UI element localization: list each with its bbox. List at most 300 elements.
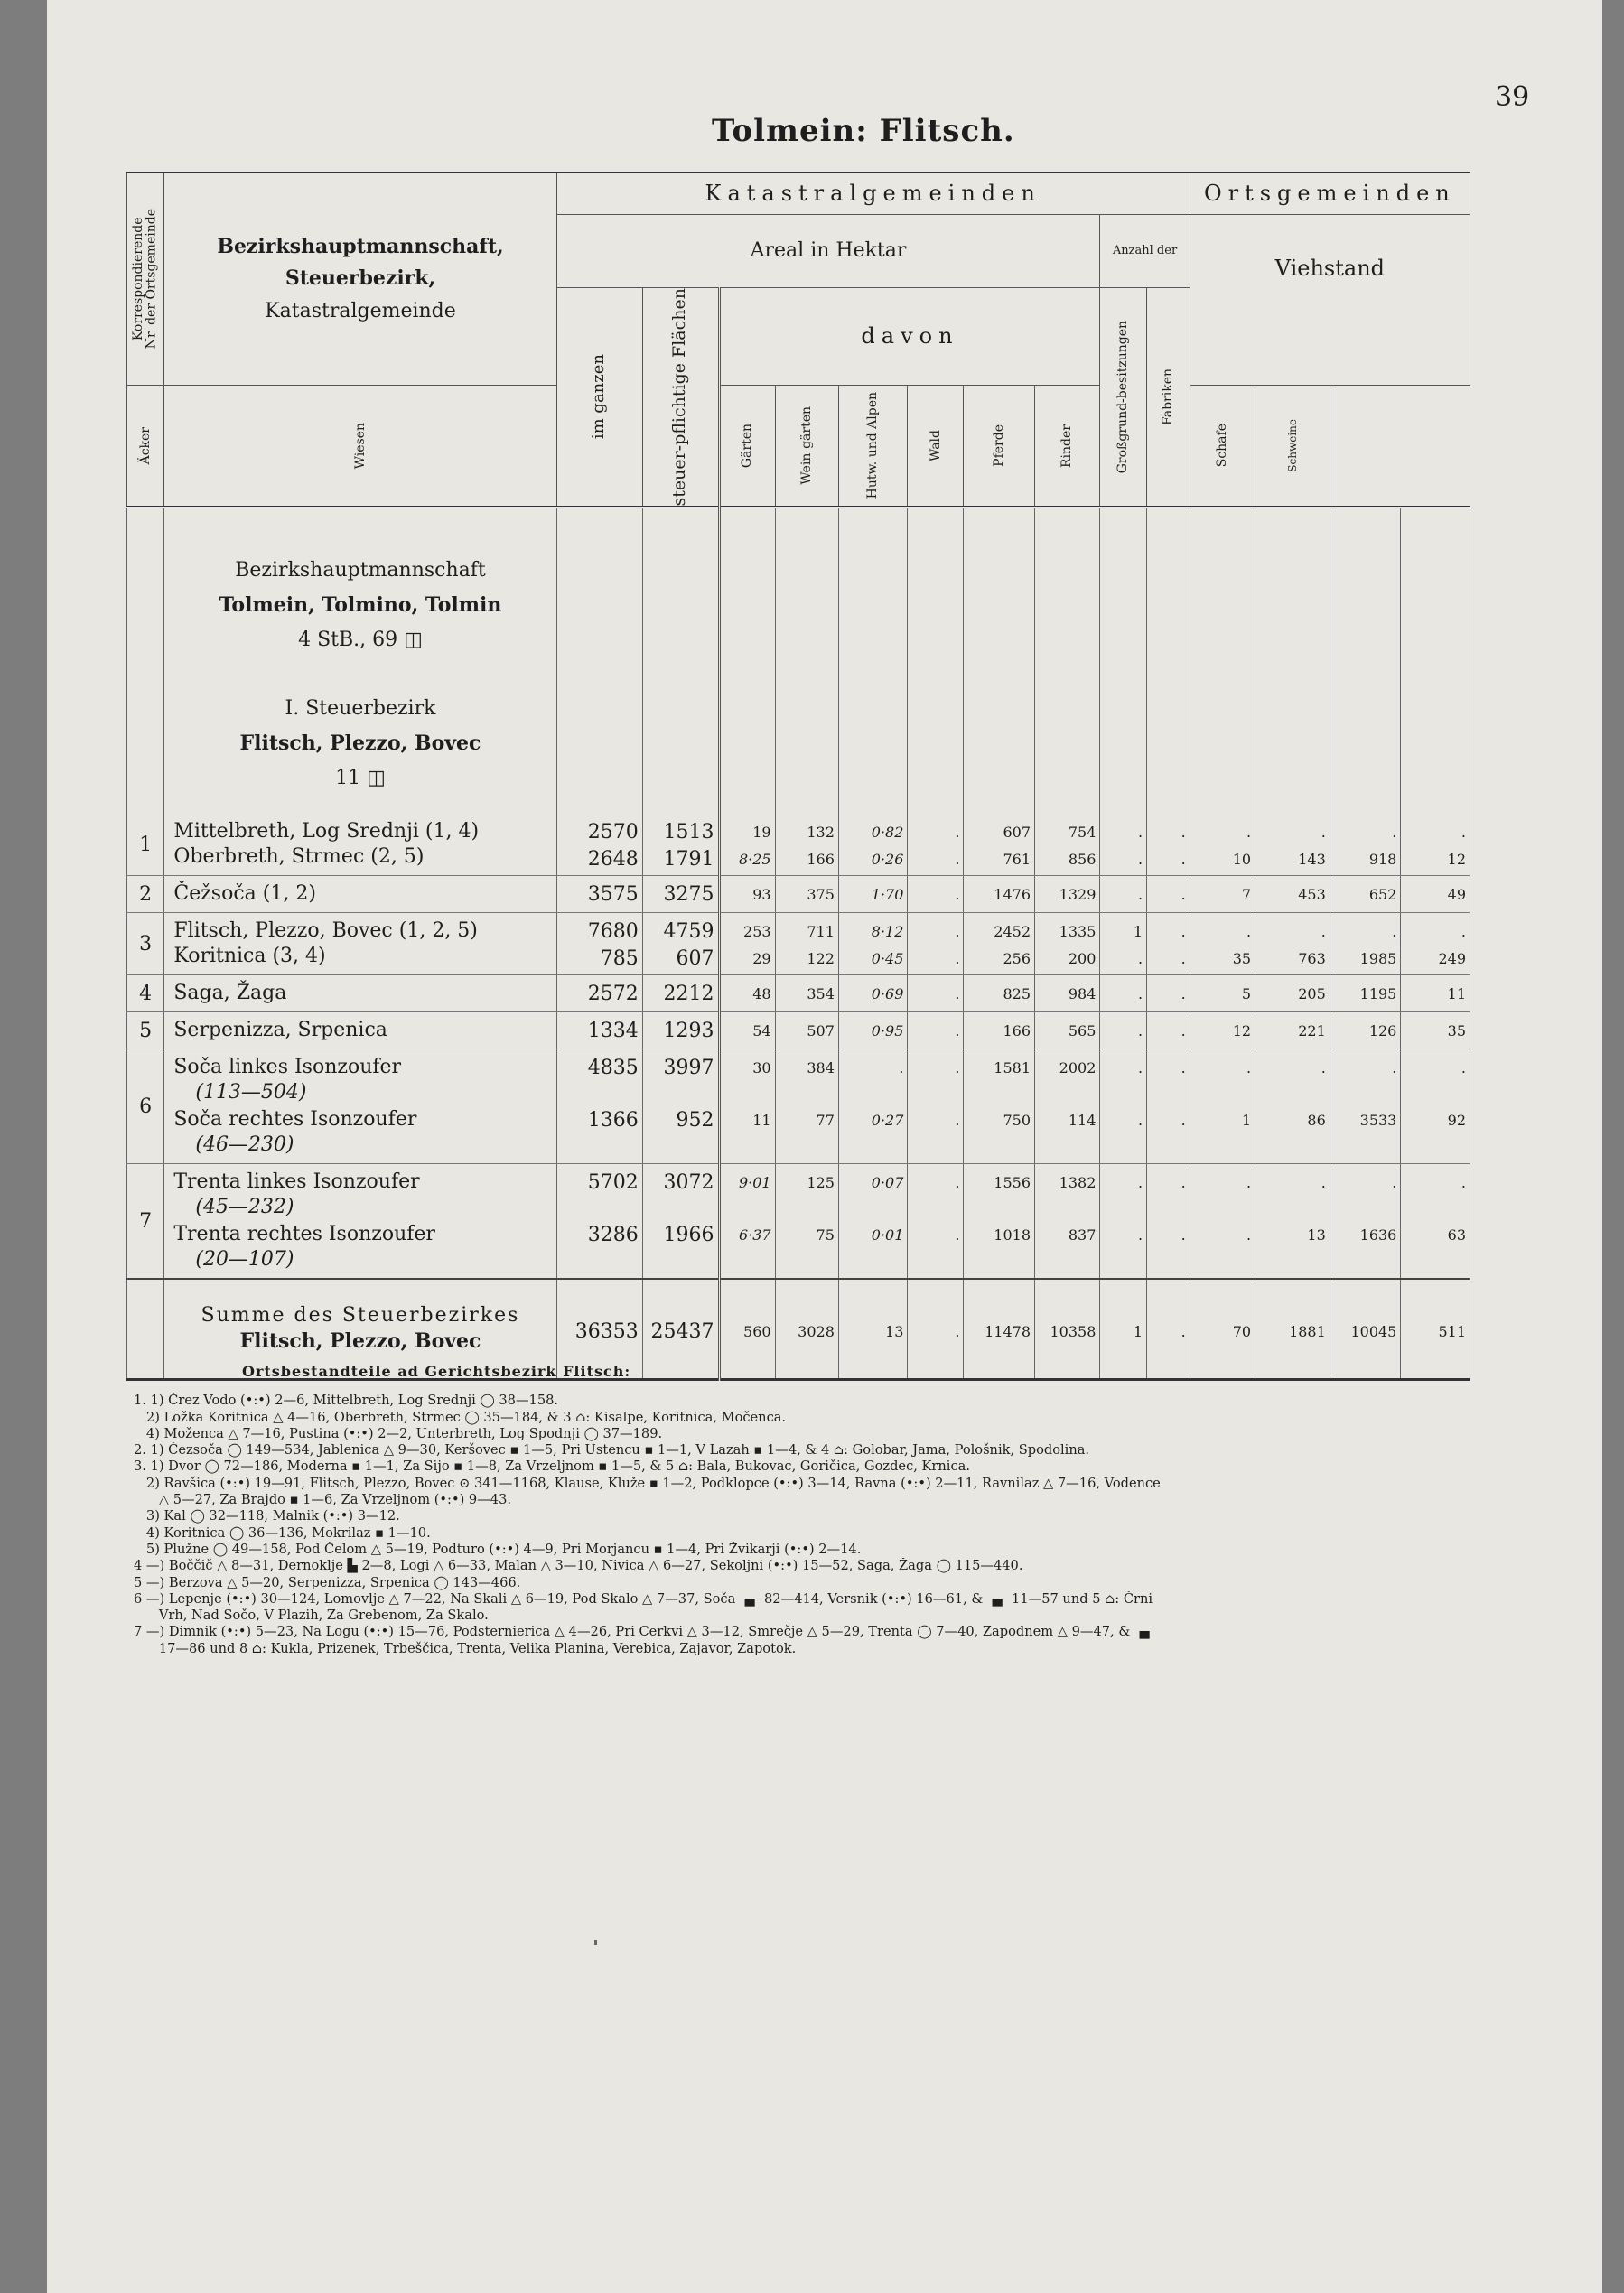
cell-f	[908, 876, 964, 913]
row-name2: Oberbreth, Strmec (2, 5)	[173, 845, 425, 869]
header-anzahl: Anzahl der	[1100, 214, 1190, 287]
cell-c	[719, 975, 775, 1012]
cell-value: 607	[676, 947, 714, 971]
cell-value: 0·01	[871, 1226, 904, 1244]
table-row	[127, 913, 1470, 975]
header-davon: davon	[719, 287, 1100, 385]
table-row	[127, 1049, 1470, 1164]
cell-value: 1018	[994, 1226, 1031, 1244]
footnote-line: 1. 1) Črez Vodo (•:•) 2—6, Mittelbreth, Log Srednji ◯ 38—158.	[134, 1393, 559, 1409]
cell-j	[1147, 814, 1190, 876]
cell-j	[1147, 913, 1190, 975]
cell-value: 200	[1068, 950, 1097, 968]
row-name1: Trenta linkes Isonzoufer	[173, 1170, 420, 1194]
cell-f	[908, 1049, 964, 1164]
row-name	[164, 975, 556, 1012]
cell-value: 1985	[1359, 950, 1397, 968]
cell-value: 11	[1447, 985, 1466, 1003]
row-name2b: (46—230)	[195, 1133, 294, 1157]
cell-value: 166	[1003, 1022, 1031, 1040]
cell-value: 2002	[1059, 1059, 1097, 1077]
cell-value: 249	[1438, 950, 1466, 968]
cell-e	[838, 1049, 908, 1164]
cell-value: .	[955, 1226, 960, 1244]
cell-value: 29	[752, 950, 771, 968]
cell-value: 453	[1298, 886, 1326, 904]
cell-value: 565	[1068, 1022, 1097, 1040]
cell-value: .	[1137, 824, 1143, 842]
row-name1: Serpenizza, Srpenica	[173, 1019, 387, 1042]
cell-value: .	[1137, 1112, 1143, 1130]
cell-g	[964, 1012, 1035, 1049]
cell-e	[838, 876, 908, 913]
row-name1: Saga, Žaga	[173, 982, 287, 1005]
cell-value: 6·37	[738, 1226, 771, 1244]
row-name1: Mittelbreth, Log Srednji (1, 4)	[173, 820, 480, 844]
cell-value: 13	[1307, 1226, 1326, 1244]
row-number: 7	[127, 1164, 164, 1280]
row-name2: Trenta rechtes Isonzoufer	[173, 1223, 435, 1246]
summary-cell-j: .	[1147, 1279, 1190, 1380]
cell-value: 3286	[587, 1224, 639, 1247]
header-col-grossgrund: Großgrund-besitzungen	[1100, 287, 1147, 508]
table-row	[127, 1012, 1470, 1049]
cell-a	[556, 975, 642, 1012]
summary-cell-g: 11478	[964, 1279, 1035, 1380]
cell-value: 711	[807, 923, 835, 941]
cell-l	[1255, 913, 1330, 975]
summary-cell-n: 511	[1401, 1279, 1470, 1380]
cell-value: 3575	[587, 883, 639, 907]
header-index: Korrespondierende Nr. der Ortsgemeinde	[127, 172, 164, 385]
footnote-line: 6 —) Lepenje (•:•) 30—124, Lomovlje △ 7—22, Na Skali △ 6—19, Pod Skalo △ 7—37, Soča ▗▖ 82—414, Versnik (•:•) 16—61, & ▗▖ 11—57 und 5 ⌂: Črni	[134, 1590, 1153, 1607]
cell-value: 54	[752, 1022, 771, 1040]
cell-value: 0·95	[871, 1022, 904, 1040]
cell-value: 1195	[1359, 985, 1397, 1003]
summary-cell-e: 13	[838, 1279, 908, 1380]
cell-value: 825	[1003, 985, 1031, 1003]
cell-f	[908, 814, 964, 876]
summary-cell-f: .	[908, 1279, 964, 1380]
row-name2: Koritnica (3, 4)	[173, 945, 326, 968]
cell-j	[1147, 975, 1190, 1012]
cell-k	[1190, 913, 1255, 975]
cell-f	[908, 913, 964, 975]
cell-value: 1382	[1059, 1174, 1097, 1192]
cell-d	[775, 814, 838, 876]
row-number: 4	[127, 975, 164, 1012]
cell-b	[642, 1012, 719, 1049]
cell-m	[1330, 814, 1401, 876]
cell-value: 253	[743, 923, 771, 941]
cell-k	[1190, 876, 1255, 913]
summary-label-line1: Summe des Steuerbezirkes	[201, 1304, 520, 1328]
footnote-lines	[134, 1393, 1469, 1657]
summary-cell-h: 10358	[1035, 1279, 1100, 1380]
cell-value: 256	[1003, 950, 1031, 968]
summary-cell-b: 25437	[642, 1279, 719, 1380]
footnote-line: 5 —) Berzova △ 5—20, Serpenizza, Srpenica ◯ 143—466.	[134, 1574, 521, 1590]
cell-value: 1966	[663, 1224, 714, 1247]
cell-value: 0·26	[871, 851, 904, 869]
cell-value: .	[1246, 923, 1252, 941]
table-body	[127, 508, 1470, 1380]
cell-value: 1329	[1059, 886, 1097, 904]
cell-value: 12	[1447, 851, 1466, 869]
cell-value: 221	[1298, 1022, 1326, 1040]
cell-f	[908, 975, 964, 1012]
header-col-aecker: Äcker	[127, 385, 164, 507]
cell-value: 166	[807, 851, 835, 869]
cell-a	[556, 1012, 642, 1049]
cell-c	[719, 1049, 775, 1164]
cell-value: 19	[752, 824, 771, 842]
cell-d	[775, 876, 838, 913]
cell-k	[1190, 814, 1255, 876]
cell-d	[775, 913, 838, 975]
table-row	[127, 1164, 1470, 1280]
cell-value: .	[1461, 824, 1466, 842]
cell-h	[1035, 1164, 1100, 1280]
row-number: 1	[127, 814, 164, 876]
cell-value: .	[1137, 950, 1143, 968]
cell-value: .	[1392, 1174, 1397, 1192]
footnote-line: 3) Kal ◯ 32—118, Malnik (•:•) 3—12.	[134, 1508, 400, 1524]
cell-i	[1100, 814, 1147, 876]
cell-value: .	[1246, 824, 1252, 842]
cell-value: 652	[1368, 886, 1397, 904]
cell-value: .	[955, 985, 960, 1003]
summary-cell-l: 1881	[1255, 1279, 1330, 1380]
cell-e	[838, 913, 908, 975]
table-row	[127, 814, 1470, 876]
cell-value: 1·70	[871, 886, 904, 904]
cell-value: .	[955, 851, 960, 869]
cell-value: 1293	[663, 1020, 714, 1043]
row-name	[164, 913, 556, 975]
cell-value: 114	[1068, 1112, 1097, 1130]
cell-value: 4835	[587, 1057, 639, 1080]
cell-value: .	[1137, 985, 1143, 1003]
cell-value: 3997	[663, 1057, 714, 1080]
cell-value: 754	[1068, 824, 1097, 842]
cell-value: 1513	[663, 821, 714, 844]
cell-value: 1	[1241, 1112, 1252, 1130]
cell-value: .	[1137, 1059, 1143, 1077]
cell-value: 3072	[663, 1171, 714, 1195]
footnotes	[134, 1364, 1469, 1657]
cell-b	[642, 1164, 719, 1280]
cell-b	[642, 913, 719, 975]
footnote-line: 2) Ravšica (•:•) 19—91, Flitsch, Plezzo, Bovec ⊙ 341—1168, Klause, Kluže ▪ 1—2, Podklopce (•:•) 3—14, Ravna (•:•) 2—11, Ravnilaz △ 7—16, Vodence	[134, 1475, 1161, 1491]
cell-m	[1330, 975, 1401, 1012]
cell-a	[556, 814, 642, 876]
cell-l	[1255, 814, 1330, 876]
cell-l	[1255, 1012, 1330, 1049]
cell-value: 375	[807, 886, 835, 904]
cell-g	[964, 975, 1035, 1012]
cell-value: 7	[1241, 886, 1252, 904]
cell-value: 2572	[587, 983, 639, 1006]
cell-value: 9·01	[738, 1174, 771, 1192]
header-ortsgemeinden: Ortsgemeinden	[1190, 172, 1470, 214]
row-name	[164, 876, 556, 913]
footnote-line: 4 —) Boččič △ 8—31, Dernoklje ▙ 2—8, Logi △ 6—33, Malan △ 3—10, Nivica △ 6—27, Sekoljni (•:•) 15—52, Saga, Žaga ◯ 115—440.	[134, 1558, 1023, 1574]
cell-value: 48	[752, 985, 771, 1003]
cell-n	[1401, 1012, 1470, 1049]
cell-m	[1330, 876, 1401, 913]
page-number: 39	[1495, 81, 1530, 113]
cell-h	[1035, 876, 1100, 913]
row-name1: Flitsch, Plezzo, Bovec (1, 2, 5)	[173, 919, 478, 943]
cell-value: .	[955, 950, 960, 968]
cell-e	[838, 975, 908, 1012]
header-col-steuerpflichtig: steuer-pflichtige Flächen	[642, 287, 719, 508]
footnote-line: 5) Plužne ◯ 49—158, Pod Čelom △ 5—19, Podturo (•:•) 4—9, Pri Morjancu ▪ 1—4, Pri Žvikarji (•:•) 2—14.	[134, 1541, 862, 1557]
header-col-rinder: Rinder	[1035, 385, 1100, 507]
cell-value: 35	[1232, 950, 1252, 968]
row-number: 5	[127, 1012, 164, 1049]
cell-value: .	[1137, 886, 1143, 904]
cell-value: .	[1181, 1226, 1186, 1244]
header-col-im-ganzen: im ganzen	[556, 287, 642, 508]
cell-e	[838, 814, 908, 876]
cell-value: .	[1246, 1174, 1252, 1192]
cell-value: .	[1181, 886, 1186, 904]
header-col-wiesen: Wiesen	[164, 385, 556, 507]
header-col-fabriken: Fabriken	[1147, 287, 1190, 508]
cell-value: 10	[1232, 851, 1252, 869]
cell-value: .	[1392, 923, 1397, 941]
cell-value: 761	[1003, 851, 1031, 869]
cell-m	[1330, 1012, 1401, 1049]
header-col-schweine: Schweine	[1255, 385, 1330, 507]
row-number: 2	[127, 876, 164, 913]
cell-a	[556, 1049, 642, 1164]
cell-value: 1636	[1359, 1226, 1397, 1244]
cell-value: 126	[1368, 1022, 1397, 1040]
cell-e	[838, 1012, 908, 1049]
cell-value: 1581	[994, 1059, 1031, 1077]
header-col-hutweiden: Hutw. und Alpen	[838, 385, 908, 507]
cell-h	[1035, 1049, 1100, 1164]
cell-value: 30	[752, 1059, 771, 1077]
cell-value: .	[1392, 1059, 1397, 1077]
cell-n	[1401, 1049, 1470, 1164]
row-name1b: (113—504)	[195, 1081, 307, 1105]
cell-j	[1147, 1012, 1190, 1049]
cell-value: 763	[1298, 950, 1326, 968]
intro-heading: Bezirkshauptmannschaft Tolmein, Tolmino, Tolmin 4 StB., 69 ◫ I. Steuerbezirk Flitsch, Plezzo, Bovec 11 ◫	[164, 508, 556, 815]
cell-k	[1190, 975, 1255, 1012]
cell-b	[642, 1049, 719, 1164]
cell-g	[964, 814, 1035, 876]
table-header	[127, 172, 1470, 508]
cell-value: 122	[807, 950, 835, 968]
summary-cell-m: 10045	[1330, 1279, 1401, 1380]
cell-n	[1401, 814, 1470, 876]
cell-a	[556, 1164, 642, 1280]
cell-f	[908, 1164, 964, 1280]
page-title: Tolmein: Flitsch.	[712, 113, 1015, 149]
cell-value: .	[1321, 1059, 1326, 1077]
cell-j	[1147, 1049, 1190, 1164]
footnote-line: 4) Koritnica ◯ 36—136, Mokrilaz ▪ 1—10.	[134, 1524, 431, 1541]
cell-value: 8·12	[871, 923, 904, 941]
cell-l	[1255, 975, 1330, 1012]
cell-k	[1190, 1012, 1255, 1049]
cell-value: .	[1181, 923, 1186, 941]
cell-value: 4759	[663, 920, 714, 944]
header-viehstand: Viehstand	[1190, 214, 1470, 385]
cell-b	[642, 876, 719, 913]
footnote-line: 2. 1) Čezsoča ◯ 149—534, Jablenica △ 9—30, Keršovec ▪ 1—5, Pri Ustencu ▪ 1—1, V Lazah ▪ 1—4, & 4 ⌂: Golobar, Jama, Pološnik, Spodolina.	[134, 1442, 1090, 1459]
cell-f	[908, 1012, 964, 1049]
cell-d	[775, 1012, 838, 1049]
cell-value: 0·27	[871, 1112, 904, 1130]
cell-value: .	[1461, 1059, 1466, 1077]
cell-value: .	[1181, 1112, 1186, 1130]
cell-value: 35	[1447, 1022, 1466, 1040]
cell-c	[719, 913, 775, 975]
cell-n	[1401, 975, 1470, 1012]
cell-value: 1476	[994, 886, 1031, 904]
cell-value: .	[955, 824, 960, 842]
cell-m	[1330, 1049, 1401, 1164]
cell-value: 49	[1447, 886, 1466, 904]
summary-cell-d: 3028	[775, 1279, 838, 1380]
cell-i	[1100, 1049, 1147, 1164]
cell-value: 918	[1368, 851, 1397, 869]
cell-value: 384	[807, 1059, 835, 1077]
cell-value: .	[1137, 1226, 1143, 1244]
cell-i	[1100, 1012, 1147, 1049]
cell-value: .	[955, 923, 960, 941]
cell-value: .	[1392, 824, 1397, 842]
cell-value: .	[1246, 1226, 1252, 1244]
cell-value: 507	[807, 1022, 835, 1040]
cell-value: 1335	[1059, 923, 1097, 941]
cell-value: .	[955, 1022, 960, 1040]
cell-value: .	[1321, 923, 1326, 941]
row-name	[164, 1164, 556, 1280]
cell-value: 3533	[1359, 1112, 1397, 1130]
cell-value: .	[1137, 1174, 1143, 1192]
row-number: 3	[127, 913, 164, 975]
cell-value: 785	[600, 947, 639, 971]
cell-n	[1401, 876, 1470, 913]
cell-h	[1035, 814, 1100, 876]
cell-value: 7680	[587, 920, 639, 944]
cell-value: .	[1461, 923, 1466, 941]
cell-value: .	[1321, 824, 1326, 842]
cell-b	[642, 975, 719, 1012]
cell-h	[1035, 975, 1100, 1012]
header-areal: Areal in Hektar	[556, 214, 1100, 287]
row-name	[164, 1012, 556, 1049]
cell-a	[556, 876, 642, 913]
cell-c	[719, 1164, 775, 1280]
cell-value: .	[899, 1059, 904, 1077]
cell-c	[719, 876, 775, 913]
cell-m	[1330, 1164, 1401, 1280]
row-name1: Čežsoča (1, 2)	[173, 882, 316, 906]
row-name2: Soča rechtes Isonzoufer	[173, 1108, 417, 1132]
cell-k	[1190, 1049, 1255, 1164]
table-row	[127, 975, 1470, 1012]
footnotes-heading: Ortsbestandteile ad Gerichtsbezirk Flitsch:	[242, 1363, 631, 1380]
cell-value: .	[1137, 851, 1143, 869]
cell-h	[1035, 913, 1100, 975]
cell-c	[719, 1012, 775, 1049]
row-number: 6	[127, 1049, 164, 1164]
cell-value: 607	[1003, 824, 1031, 842]
header-name: Bezirkshauptmannschaft, Steuerbezirk, Katastralgemeinde	[164, 172, 556, 385]
footnote-line: 2) Ložka Koritnica △ 4—16, Oberbreth, Strmec ◯ 35—184, & 3 ⌂: Kisalpe, Koritnica, Močenca.	[134, 1409, 787, 1425]
cell-g	[964, 1164, 1035, 1280]
cell-i	[1100, 1164, 1147, 1280]
header-katastralgemeinden: Katastralgemeinden	[556, 172, 1190, 214]
cell-value: 1791	[663, 848, 714, 872]
row-name1b: (45—232)	[195, 1196, 294, 1219]
footnote-line: 3. 1) Dvor ◯ 72—186, Moderna ▪ 1—1, Za Šijo ▪ 1—8, Za Vrzeljnom ▪ 1—5, & 5 ⌂: Bala, Bukovac, Goričica, Gozdec, Krnica.	[134, 1459, 970, 1475]
cell-value: 5	[1241, 985, 1252, 1003]
cell-n	[1401, 1164, 1470, 1280]
footnote-line: △ 5—27, Za Brajdo ▪ 1—6, Za Vrzeljnom (•:•) 9—43.	[134, 1492, 511, 1508]
cell-value: 856	[1068, 851, 1097, 869]
cell-value: 1366	[587, 1109, 639, 1133]
cell-c	[719, 814, 775, 876]
cell-g	[964, 913, 1035, 975]
cell-value: 11	[752, 1112, 771, 1130]
cell-value: 1334	[587, 1020, 639, 1043]
cell-l	[1255, 1164, 1330, 1280]
cell-value: 0·45	[871, 950, 904, 968]
cell-l	[1255, 1049, 1330, 1164]
cell-value: 8·25	[738, 851, 771, 869]
cell-value: .	[1181, 1174, 1186, 1192]
cell-value: .	[1181, 950, 1186, 968]
cell-value: .	[955, 1112, 960, 1130]
cell-value: 2452	[994, 923, 1031, 941]
cell-value: 132	[807, 824, 835, 842]
cell-value: .	[1246, 1059, 1252, 1077]
cell-i	[1100, 913, 1147, 975]
cell-value: .	[955, 1174, 960, 1192]
cell-value: 86	[1307, 1112, 1326, 1130]
cell-value: .	[1181, 851, 1186, 869]
cell-value: 0·82	[871, 824, 904, 842]
cell-value: 2570	[587, 821, 639, 844]
cell-d	[775, 1164, 838, 1280]
cell-value: .	[1461, 1174, 1466, 1192]
header-col-pferde: Pferde	[964, 385, 1035, 507]
footnote-line: 4) Moženca △ 7—16, Pustina (•:•) 2—2, Unterbreth, Log Spodnji ◯ 37—189.	[134, 1425, 663, 1441]
cell-value: 125	[807, 1174, 835, 1192]
cell-k	[1190, 1164, 1255, 1280]
cell-value: .	[1181, 1022, 1186, 1040]
table-row	[127, 876, 1470, 913]
cell-value: 354	[807, 985, 835, 1003]
cell-value: 12	[1232, 1022, 1252, 1040]
footnote-line: Vrh, Nad Sočo, V Plazih, Za Grebenom, Za Skalo.	[134, 1608, 489, 1624]
row-name	[164, 1049, 556, 1164]
cell-j	[1147, 1164, 1190, 1280]
cell-value: 2212	[663, 983, 714, 1006]
cell-value: .	[1181, 985, 1186, 1003]
cell-value: 143	[1298, 851, 1326, 869]
row-name	[164, 814, 556, 876]
